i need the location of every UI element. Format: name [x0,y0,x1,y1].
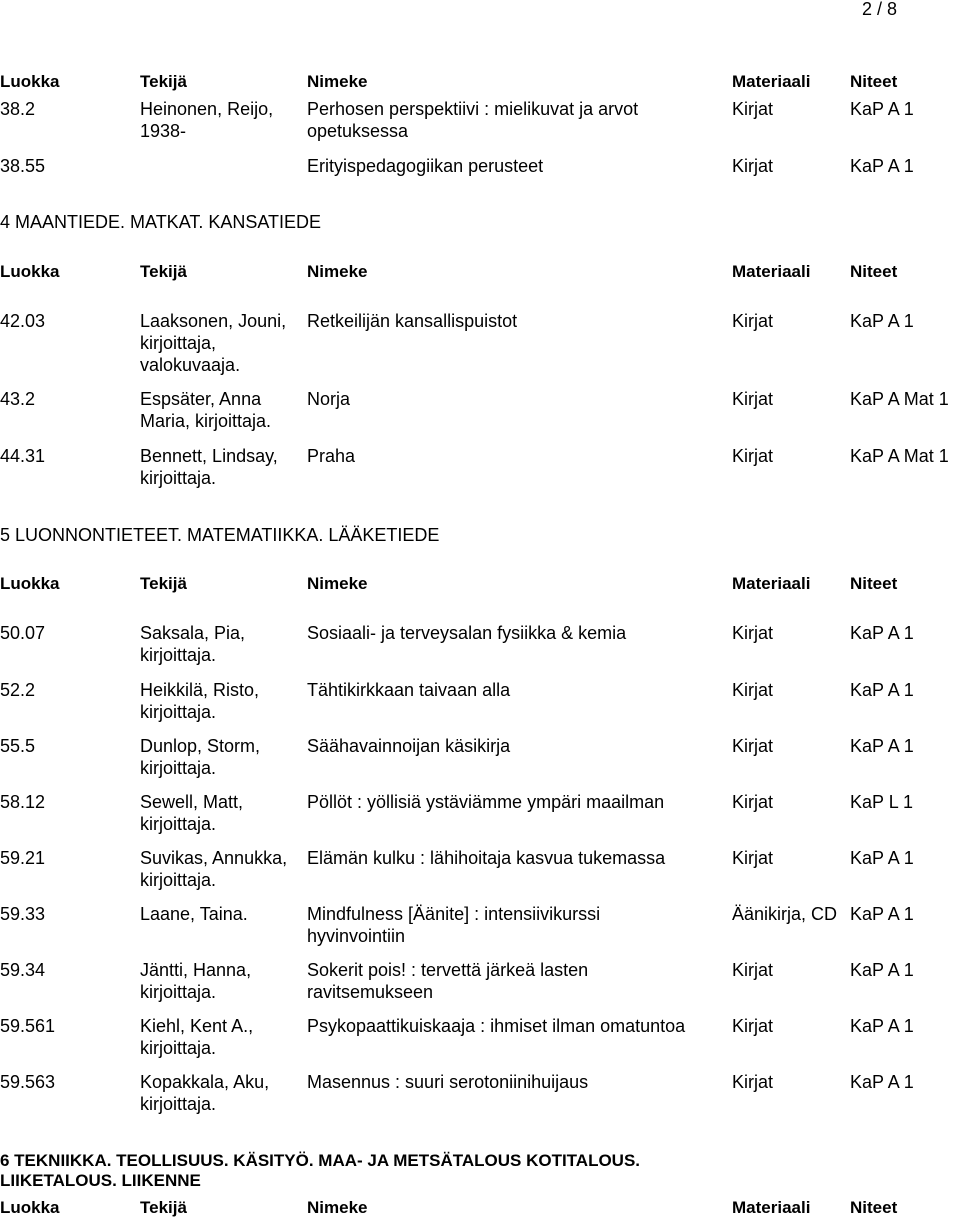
cell-materiaali: Kirjat [732,623,774,643]
header-luokka: Luokka [0,1198,60,1217]
cell-luokka: 58.12 [0,792,46,812]
cell-nimeke-line: ravitsemukseen [307,982,434,1002]
cell-tekija-line: Saksala, Pia, [140,623,246,643]
table-row [0,388,960,431]
cell-niteet: KaP A 1 [850,623,914,643]
cell-tekija [140,622,245,666]
cell-nimeke-line: Psykopaattikuiskaaja : ihmiset ilman omatuntoa [307,1016,686,1036]
table-row [0,679,960,722]
cell-nimeke-line: Elämän kulku : lähihoitaja kasvua tukemassa [307,848,666,868]
cell-nimeke [307,791,664,813]
cell-luokka: 42.03 [0,311,46,331]
cell-nimeke-line: Retkeilijän kansallispuistot [307,311,518,331]
cell-tekija-line: kirjoittaja, [140,333,217,353]
cell-nimeke-line: Mindfulness [Äänite] : intensiivikurssi [307,904,601,924]
cell-tekija-line: Dunlop, Storm, [140,736,261,756]
cell-nimeke [307,1071,588,1093]
cell-luokka: 52.2 [0,680,36,700]
cell-tekija [140,1015,253,1059]
header-nimeke: Nimeke [307,1198,368,1217]
header-materiaali: Materiaali [732,262,811,281]
cell-luokka: 44.31 [0,446,46,466]
header-materiaali: Materiaali [732,574,811,593]
cell-tekija-line: valokuvaaja. [140,355,241,375]
cell-tekija-line: Heinonen, Reijo, [140,99,274,119]
cell-niteet: KaP A Mat 1 [850,446,949,466]
header-luokka: Luokka [0,574,60,593]
table-row [0,791,960,834]
table-header [0,573,960,593]
page-number: 2 / 8 [862,0,898,19]
cell-tekija-line: Suvikas, Annukka, [140,848,288,868]
cell-tekija-line: kirjoittaja. [140,1038,217,1058]
table-header [0,71,960,91]
header-niteet: Niteet [850,72,898,91]
header-tekija: Tekijä [140,262,187,281]
cell-tekija-line: Bennett, Lindsay, [140,446,278,466]
cell-luokka: 59.33 [0,904,46,924]
cell-niteet: KaP A 1 [850,960,914,980]
cell-nimeke [307,847,665,869]
section-title: 6 TEKNIIKKA. TEOLLISUUS. KÄSITYÖ. MAA- JA METSÄTALOUS KOTITALOUS. [0,1151,641,1170]
cell-tekija [140,98,273,142]
cell-nimeke [307,959,588,1003]
table-header [0,1197,960,1217]
table-row [0,1071,960,1114]
cell-luokka: 59.563 [0,1072,56,1092]
cell-luokka: 59.561 [0,1016,56,1036]
cell-tekija-line: kirjoittaja. [140,814,217,834]
cell-materiaali: Kirjat [732,736,774,756]
table-row [0,310,960,375]
cell-nimeke [307,903,600,947]
table-row [0,735,960,778]
section-title-continued: LIIKETALOUS. LIIKENNE [0,1171,201,1190]
cell-tekija-line: kirjoittaja. [140,702,217,722]
cell-nimeke [307,310,517,332]
header-materiaali: Materiaali [732,1198,811,1217]
header-niteet: Niteet [850,574,898,593]
cell-materiaali: Kirjat [732,156,774,176]
cell-nimeke-line: Erityispedagogiikan perusteet [307,156,544,176]
cell-tekija [140,847,287,891]
cell-nimeke-line: Tähtikirkkaan taivaan alla [307,680,511,700]
cell-tekija-line: Sewell, Matt, [140,792,244,812]
cell-materiaali: Kirjat [732,311,774,331]
cell-luokka: 50.07 [0,623,46,643]
header-luokka: Luokka [0,262,60,281]
cell-materiaali: Kirjat [732,848,774,868]
cell-tekija-line: Kopakkala, Aku, [140,1072,270,1092]
cell-materiaali: Kirjat [732,446,774,466]
cell-nimeke [307,388,350,410]
cell-nimeke-line: hyvinvointiin [307,926,406,946]
header-niteet: Niteet [850,262,898,281]
cell-tekija-line: Jäntti, Hanna, [140,960,252,980]
cell-materiaali: Kirjat [732,1072,774,1092]
cell-nimeke [307,1015,685,1037]
cell-tekija-line: kirjoittaja. [140,645,217,665]
header-materiaali: Materiaali [732,72,811,91]
cell-nimeke [307,98,638,142]
table-row [0,903,960,946]
table-row [0,155,960,176]
cell-nimeke-line: Perhosen perspektiivi : mielikuvat ja arvot [307,99,639,119]
cell-tekija [140,388,271,432]
cell-tekija [140,959,251,1003]
cell-luokka: 38.2 [0,99,36,119]
header-tekija: Tekijä [140,1198,187,1217]
cell-nimeke-line: Pöllöt : yöllisiä ystäviämme ympäri maailman [307,792,665,812]
cell-nimeke-line: Sosiaali- ja terveysalan fysiikka & kemia [307,623,627,643]
cell-tekija [140,310,286,376]
header-nimeke: Nimeke [307,574,368,593]
cell-tekija [140,903,248,925]
cell-luokka: 55.5 [0,736,36,756]
header-nimeke: Nimeke [307,262,368,281]
cell-niteet: KaP A 1 [850,1016,914,1036]
cell-tekija-line: Maria, kirjoittaja. [140,411,272,431]
cell-nimeke [307,155,543,177]
cell-tekija-line: Heikkilä, Risto, [140,680,260,700]
header-nimeke: Nimeke [307,72,368,91]
table-row [0,847,960,890]
section-title: 4 MAANTIEDE. MATKAT. KANSATIEDE [0,212,322,232]
cell-nimeke-line: Säähavainnoijan käsikirja [307,736,511,756]
cell-materiaali: Kirjat [732,960,774,980]
cell-niteet: KaP A Mat 1 [850,389,949,409]
cell-tekija-line: kirjoittaja. [140,1094,217,1114]
cell-tekija-line: kirjoittaja. [140,758,217,778]
header-tekija: Tekijä [140,72,187,91]
cell-niteet: KaP A 1 [850,311,914,331]
cell-tekija [140,735,260,779]
cell-luokka: 59.21 [0,848,46,868]
cell-niteet: KaP A 1 [850,156,914,176]
cell-nimeke-line: opetuksessa [307,121,409,141]
cell-tekija [140,679,259,723]
cell-niteet: KaP A 1 [850,904,914,924]
cell-luokka: 38.55 [0,156,46,176]
table-row [0,98,960,141]
cell-tekija-line: Laaksonen, Jouni, [140,311,287,331]
cell-niteet: KaP A 1 [850,680,914,700]
table-header [0,261,960,281]
header-niteet: Niteet [850,1198,898,1217]
cell-luokka: 59.34 [0,960,46,980]
cell-materiaali: Kirjat [732,389,774,409]
cell-tekija-line: kirjoittaja. [140,870,217,890]
cell-tekija-line: kirjoittaja. [140,468,217,488]
cell-tekija-line: kirjoittaja. [140,982,217,1002]
table-row [0,622,960,665]
cell-tekija-line: Espsäter, Anna [140,389,262,409]
cell-niteet: KaP L 1 [850,792,914,812]
cell-materiaali: Kirjat [732,1016,774,1036]
cell-tekija [140,1071,269,1115]
header-luokka: Luokka [0,72,60,91]
cell-niteet: KaP A 1 [850,848,914,868]
cell-nimeke-line: Praha [307,446,356,466]
cell-niteet: KaP A 1 [850,736,914,756]
cell-tekija [140,445,278,489]
cell-nimeke-line: Sokerit pois! : tervettä järkeä lasten [307,960,589,980]
table-row [0,959,960,1002]
cell-materiaali: Kirjat [732,792,774,812]
cell-nimeke [307,622,626,644]
cell-nimeke-line: Norja [307,389,351,409]
header-tekija: Tekijä [140,574,187,593]
cell-tekija [140,791,243,835]
cell-niteet: KaP A 1 [850,1072,914,1092]
cell-tekija-line: Kiehl, Kent A., [140,1016,254,1036]
cell-nimeke [307,679,510,701]
cell-niteet: KaP A 1 [850,99,914,119]
section-title: 5 LUONNONTIETEET. MATEMATIIKKA. LÄÄKETIEDE [0,525,440,545]
table-row [0,1015,960,1058]
cell-tekija-line: 1938- [140,121,187,141]
cell-nimeke-line: Masennus : suuri serotoniinihuijaus [307,1072,589,1092]
cell-materiaali: Äänikirja, CD [732,904,838,924]
table-row [0,445,960,488]
cell-luokka: 43.2 [0,389,36,409]
cell-nimeke [307,445,355,467]
cell-nimeke [307,735,510,757]
cell-materiaali: Kirjat [732,680,774,700]
cell-materiaali: Kirjat [732,99,774,119]
cell-tekija-line: Laane, Taina. [140,904,248,924]
